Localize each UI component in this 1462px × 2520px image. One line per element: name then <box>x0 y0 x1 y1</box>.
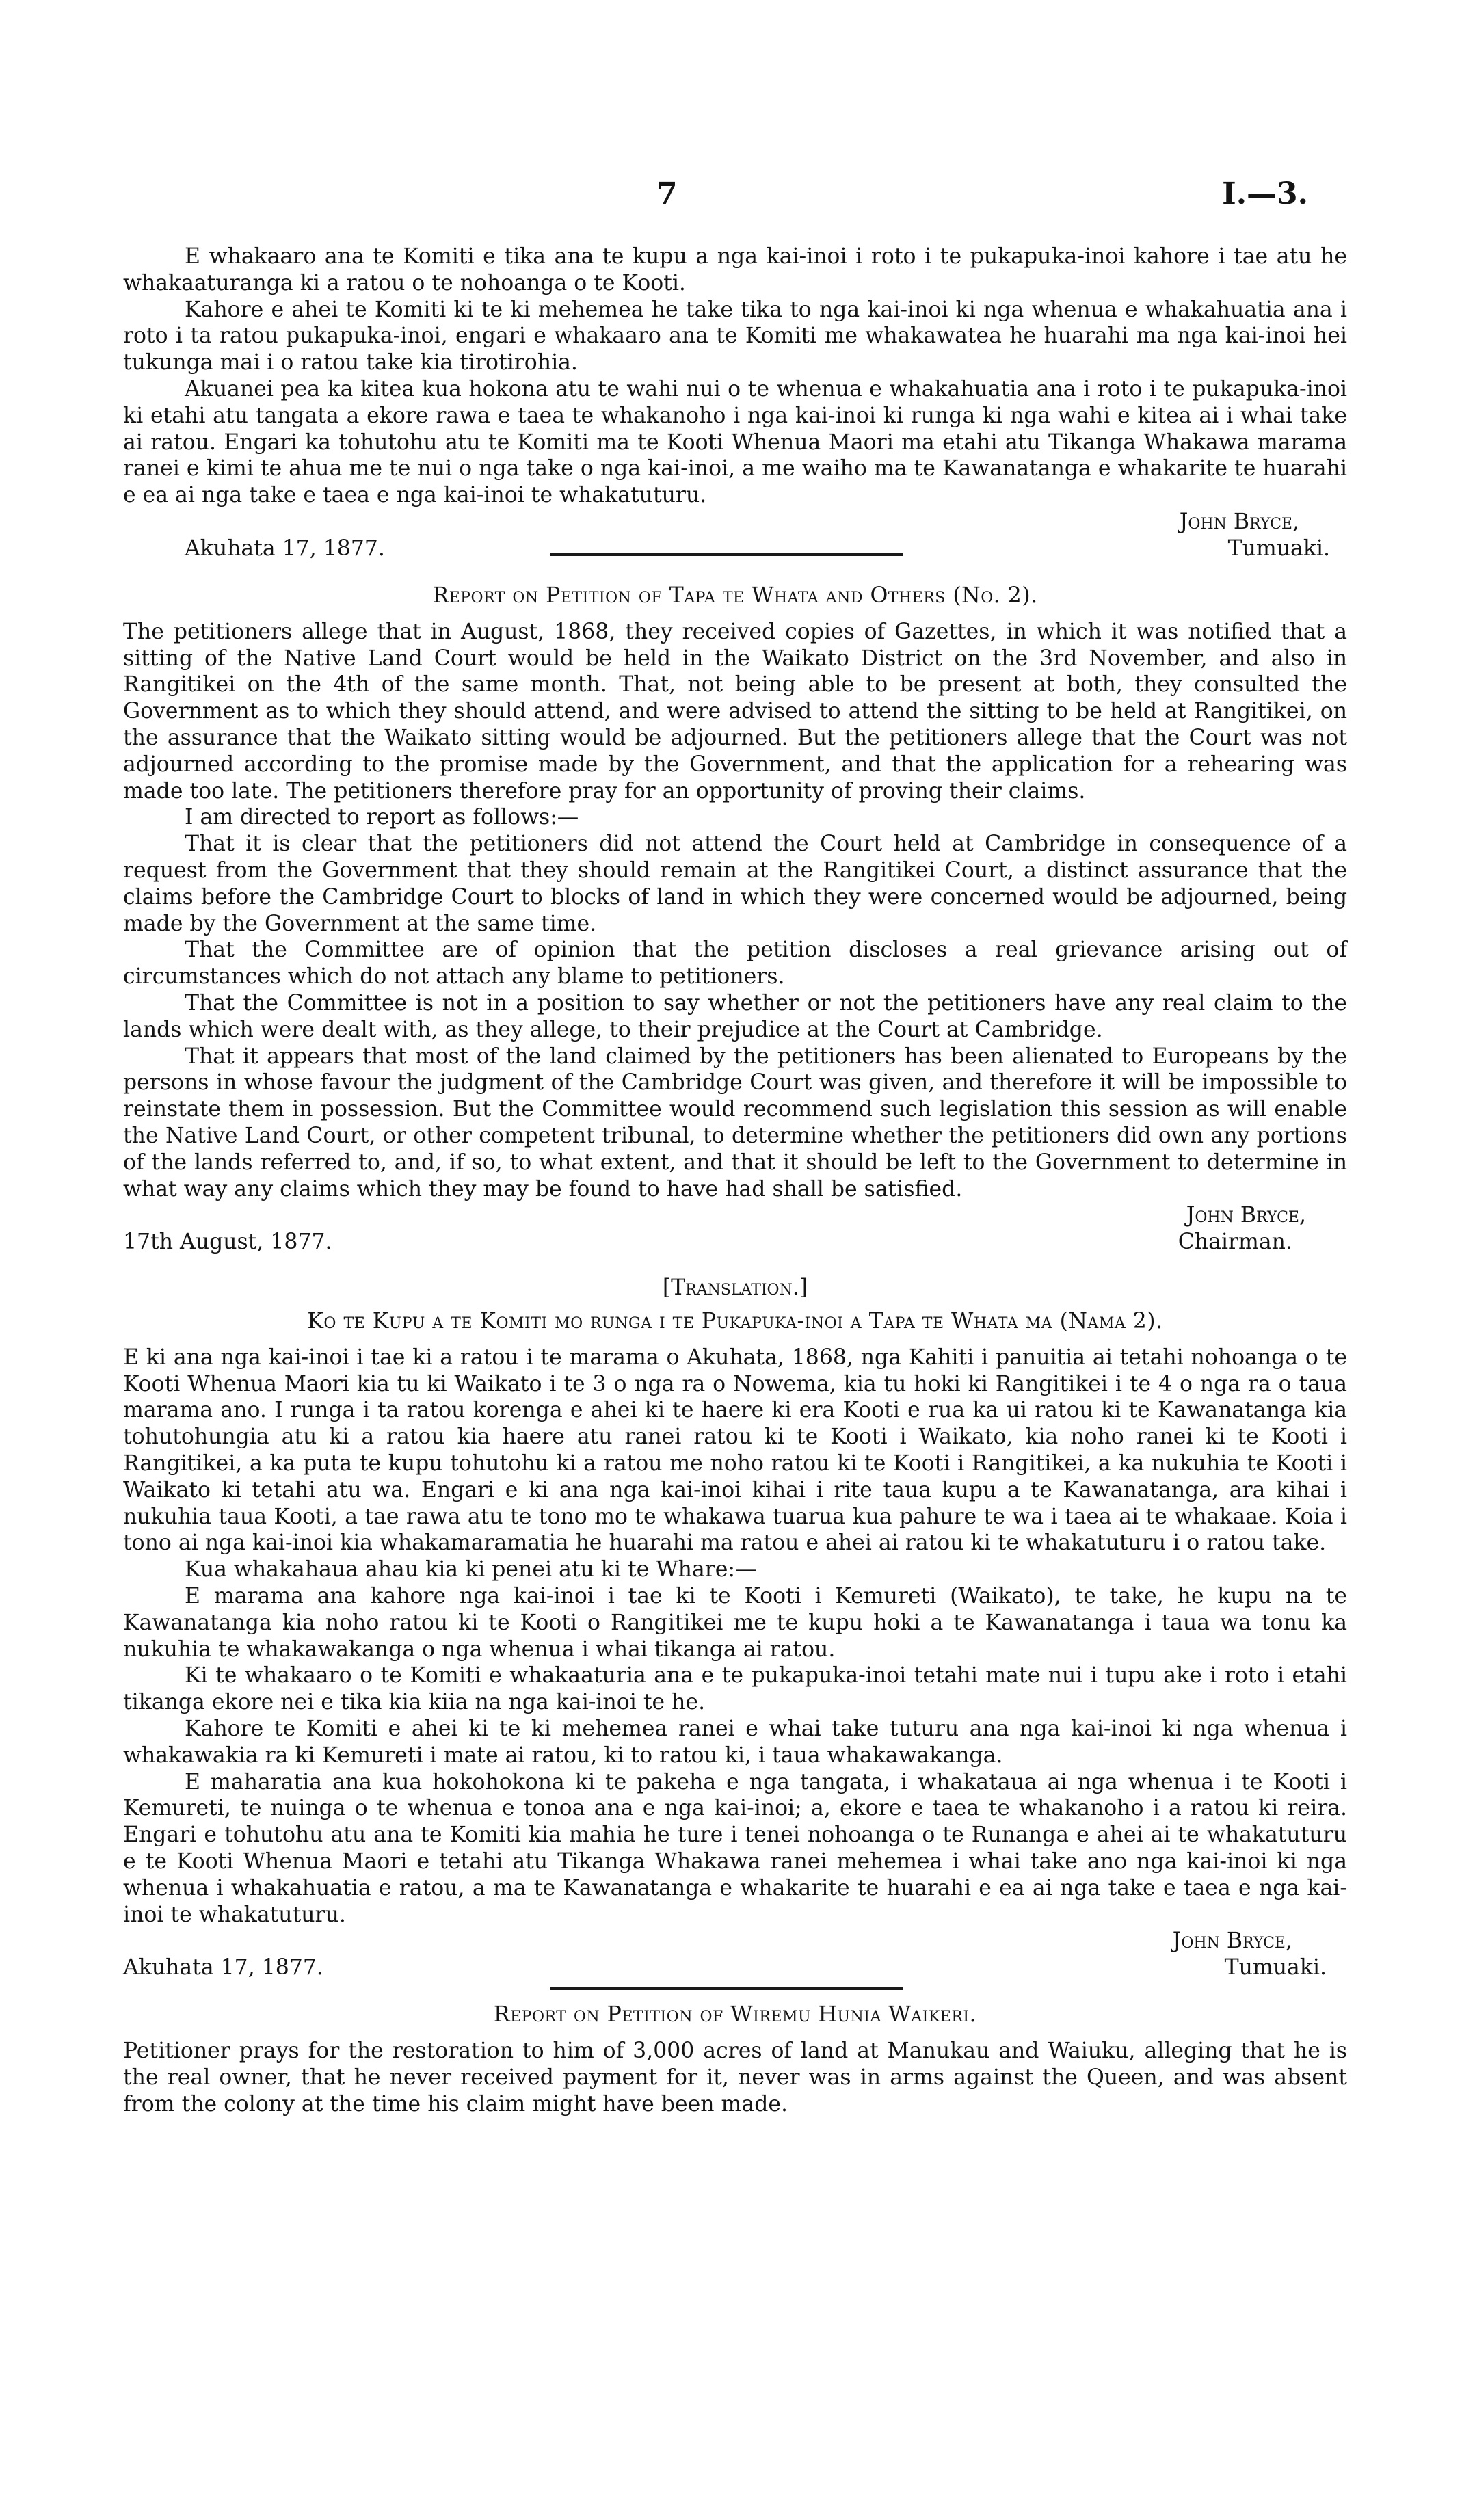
section-divider <box>550 553 903 556</box>
section-heading: Report on Petition of Tapa te Whata and Others (No. 2). <box>432 583 1038 608</box>
paragraph: That the Committee are of opinion that the petition discloses a real grievance arising out of circumstances which do not attach any blame to petitioners. <box>123 938 1347 990</box>
signature-block <box>123 1202 1347 1256</box>
section-heading: Ko te Kupu a te Komiti mo runga i te Pukapuka-inoi a Tapa te Whata ma (Nama 2). <box>307 1309 1163 1334</box>
section-heading: Report on Petition of Wiremu Hunia Waikeri. <box>493 2002 977 2028</box>
translation-label: [Translation.] <box>662 1275 808 1301</box>
paragraph: I am directed to report as follows:— <box>185 805 579 830</box>
signature-date: 17th August, 1877. <box>123 1230 332 1255</box>
paragraph: That it is clear that the petitioners did not attend the Court held at Cambridge in consequence of a request from the Government that they should remain at the Rangitikei Court, a distinct assurance that the claims before the Cambridge Court to blocks of land in which they were concerned would be adjourned, being made by the Government at the same time. <box>123 832 1347 936</box>
document-code: I.—3. <box>1222 176 1308 211</box>
page-number: 7 <box>656 176 678 211</box>
paragraph: E maharatia ana kua hokohokona ki te pakeha e nga tangata, i whakataua ai nga whenua i te Kooti i Kemureti, te nuinga o te whenua e tonoa ana e nga kai-inoi; a, ekore e taea te whakanoho i a ratou ki reira. Engari e tohutohu atu ana te Komiti kia mahia he ture i tenei nohoanga o te Runanga e ahei ai te whakatuturu e te Kooti Whenua Maori e tetahi atu Tikanga Whakawa ranei mehemea i whai take ano nga kai-inoi ki nga whenua i whakahuatia e ratou, a ma te Kawanatanga e whakarite te huarahi e ea ai nga take e taea e nga kai-inoi te whakatuturu. <box>123 1769 1347 1927</box>
signatory-title: Tumuaki. <box>1227 535 1330 561</box>
signatory-title: Tumuaki. <box>1224 1955 1327 1980</box>
intro-section <box>123 243 1347 562</box>
page-header <box>0 176 1462 217</box>
signature-block <box>123 1928 1347 1981</box>
signature-date: Akuhata 17, 1877. <box>123 1955 323 1980</box>
report-wiremu-hunia-waikeri <box>123 2002 1347 2117</box>
signatory-name: John Bryce, <box>1172 1928 1292 1954</box>
translation-section <box>123 1275 1347 1981</box>
signature-date: Akuhata 17, 1877. <box>185 535 385 561</box>
paragraph: The petitioners allege that in August, 1868, they received copies of Gazettes, in which it was notified that a sitting of the Native Land Court would be held in the Waikato District on the 3rd November, and also in Rangitikei on the 4th of the same month. That, not being able to be present at both, they consulted the Government as to which they should attend, and were advised to attend the sitting to be held at Rangitikei, on the assurance that the Waikato sitting would be adjourned. But the petitioners allege that the Court was not adjourned according to the promise made by the Government, and that the application for a rehearing was made too late. The petitioners therefore pray for an opportunity of proving their claims. <box>123 619 1347 804</box>
paragraph: That the Committee is not in a position to say whether or not the petitioners have any real claim to the lands which were dealt with, as they allege, to their prejudice at the Court at Cambridge. <box>123 990 1347 1042</box>
paragraph: That it appears that most of the land claimed by the petitioners has been alienated to Europeans by the persons in whose favour the judgment of the Cambridge Court was given, and therefore it will be impossible to reinstate them in possession. But the Committee would recommend such legislation this session as will enable the Native Land Court, or other competent tribunal, to determine whether the petitioners did own any portions of the lands referred to, and, if so, to what extent, and that it should be left to the Government to determine in what way any claims which they may be found to have had shall be satisfied. <box>123 1044 1347 1202</box>
paragraph: Kua whakahaua ahau kia ki penei atu ki te Whare:— <box>185 1557 757 1582</box>
section-divider <box>550 1987 903 1990</box>
paragraph: Kahore e ahei te Komiti ki te ki mehemea he take tika to nga kai-inoi ki nga whenua e whakahuatia ana i roto i ta ratou pukapuka-inoi, engari e whakaaro ana te Komiti me whakawatea he huarahi ma nga kai-inoi hei tukunga mai i o ratou take kia tirotirohia. <box>123 297 1347 375</box>
signatory-name: John Bryce, <box>1186 1203 1306 1228</box>
paragraph: Petitioner prays for the restoration to him of 3,000 acres of land at Manukau and Waiuku, alleging that he is the real owner, that he never received payment for it, never was in arms against the Queen, and was absent from the colony at the time his claim might have been made. <box>123 2039 1347 2117</box>
report-tapa-te-whata <box>123 583 1347 1256</box>
paragraph: E marama ana kahore nga kai-inoi i tae ki te Kooti i Kemureti (Waikato), te take, he kupu na te Kawanatanga kia noho ratou ki te Kooti o Rangitikei me te kupu hoki a te Kawanatanga i taua wa tonu ka nukuhia te whakawakanga o nga whenua i whai tikanga ai ratou. <box>123 1584 1347 1662</box>
paragraph: Ki te whakaaro o te Komiti e whakaaturia ana e te pukapuka-inoi tetahi mate nui i tupu ake i roto i etahi tikanga ekore nei e tika kia kiia na nga kai-inoi te he. <box>123 1663 1347 1715</box>
paragraph: Akuanei pea ka kitea kua hokona atu te wahi nui o te whenua e whakahuatia ana i roto i te pukapuka-inoi ki etahi atu tangata a ekore rawa e taea te whakanoho i nga kai-inoi ki runga ki nga wahi e kitea ai i whai take ai ratou. Engari ka tohutohu atu te Komiti ma te Kooti Whenua Maori ma etahi atu Tikanga Whakawa marama ranei e kimi te ahua me te nui o nga take o nga kai-inoi, a me waiho ma te Kawanatanga e whakarite te huarahi e ea ai nga take e taea e nga kai-inoi te whakatuturu. <box>123 376 1347 508</box>
paragraph: Kahore te Komiti e ahei ki te ki mehemea ranei e whai take tuturu ana nga kai-inoi ki nga whenua i whakawakia ra ki Kemureti i mate ai ratou, ki to ratou ki, i taua whakawakanga. <box>123 1716 1347 1768</box>
signatory-name: John Bryce, <box>1179 509 1299 534</box>
page-content <box>123 243 1347 2118</box>
paragraph: E whakaaro ana te Komiti e tika ana te kupu a nga kai-inoi i roto i te pukapuka-inoi kahore i tae atu he whakaaturanga ki a ratou o te nohoanga o te Kooti. <box>123 244 1347 295</box>
signatory-title: Chairman. <box>1178 1230 1292 1255</box>
paragraph: E ki ana nga kai-inoi i tae ki a ratou i te marama o Akuhata, 1868, nga Kahiti i panuitia ai tetahi nohoanga o te Kooti Whenua Maori kia tu ki Waikato i te 3 o nga ra o Nowema, kia tu hoki ki Rangitikei i te 4 o nga ra o taua marama ano. I runga i ta ratou korenga e ahei ki te haere ki era Kooti e rua ka ui ratou ki te Kawanatanga kia tohutohungia atu ki a ratou kia haere atu ranei ratou ki te Kooti i Waikato, kia noho ranei ki te Kooti i Rangitikei, a ka puta te kupu tohutohu ki a ratou me noho ratou ki te Kooti i Rangitikei, a ka nukuhia te Kooti i Waikato ki tetahi atu wa. Engari e ki ana nga kai-inoi kihai i rite taua kupu a te Kawanatanga, ara kihai i nukuhia taua Kooti, a tae rawa atu te tono mo te whakawa tuarua kua pahure te wa i taea ai te whakaae. Koia i tono ai nga kai-inoi kia whakamaramatia he huarahi ma ratou e ahei ai ratou ki te whakatuturu i o ratou take. <box>123 1344 1347 1556</box>
